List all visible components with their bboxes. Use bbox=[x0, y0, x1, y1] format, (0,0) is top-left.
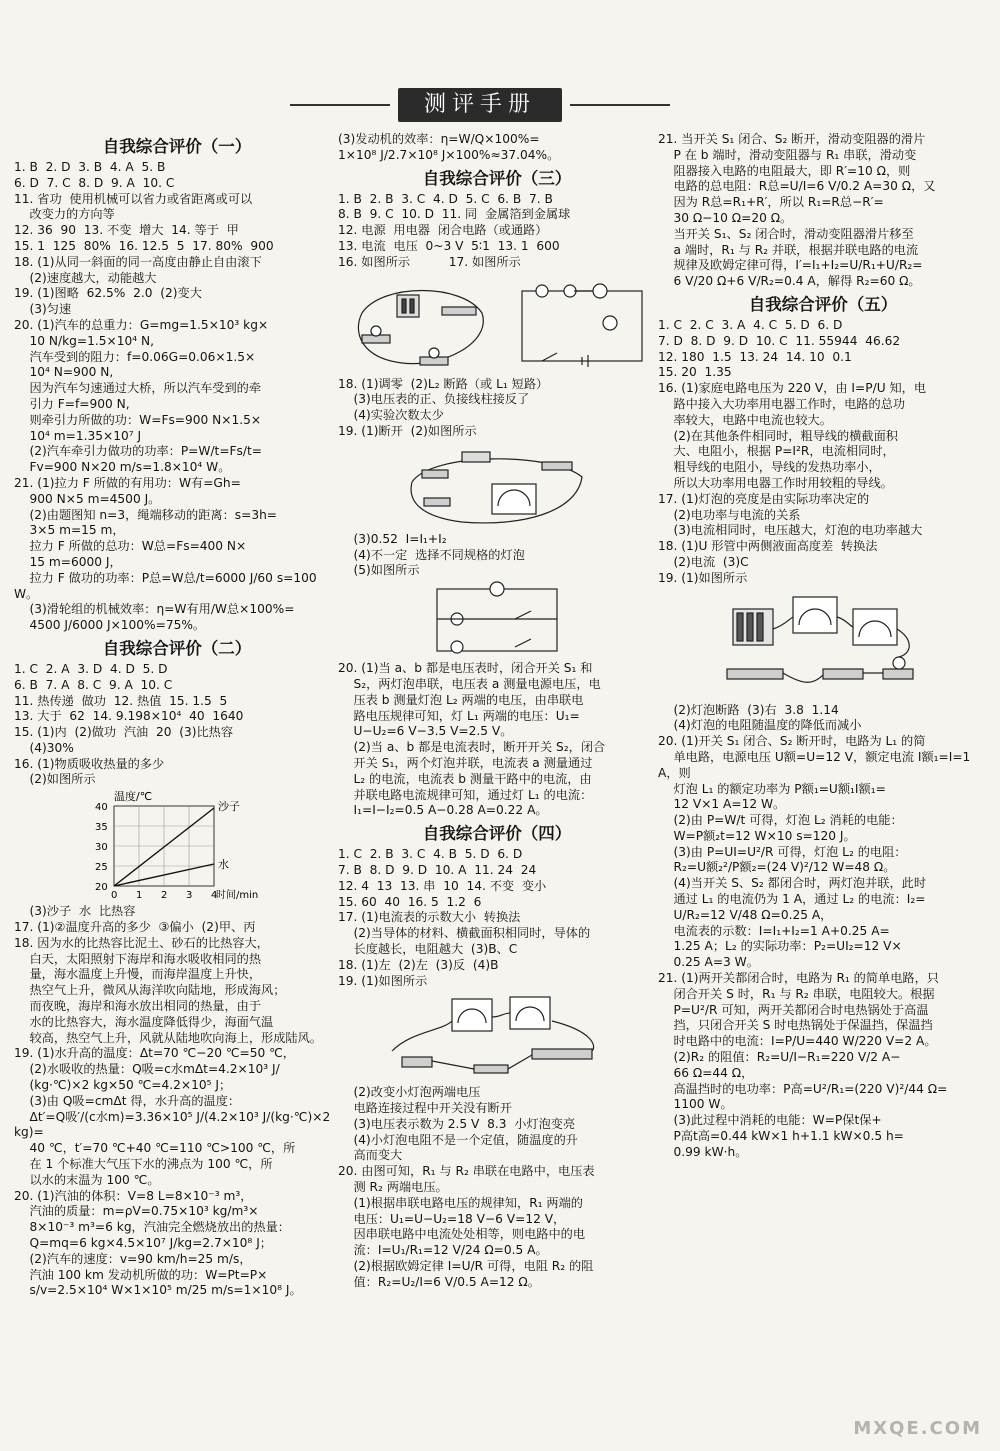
column-3 bbox=[658, 132, 988, 1161]
answer-line: (2)汽车的速度：v=90 km/h=25 m/s， bbox=[14, 1251, 252, 1266]
answer-block bbox=[338, 847, 656, 989]
answer-line: 10⁴ N=900 N, bbox=[14, 365, 114, 380]
answer-line: 12. 36 90 13. 不变 增大 14. 等于 甲 bbox=[14, 223, 239, 238]
answer-line: 流：I=U₁/R₁=12 V/24 Ω=0.5 A。 bbox=[338, 1243, 548, 1258]
answer-line: 19. (1)断开 (2)如图所示 bbox=[338, 423, 477, 438]
answer-line: 1. B 2. B 3. C 4. D 5. C 6. B 7. B bbox=[338, 191, 553, 206]
answer-line: 16. 如图所示 17. 如图所示 bbox=[338, 254, 521, 269]
answer-line: (4)灯泡的电阻随温度的降低而减小 bbox=[658, 718, 862, 733]
answer-line: 1. C 2. B 3. C 4. B 5. D 6. D bbox=[338, 847, 523, 862]
answer-line: (3)沙子 水 比热容 bbox=[14, 904, 136, 919]
banner-rule-right bbox=[570, 104, 670, 106]
answer-line: 18. (1)从同一斜面的同一高度由静止自由滚下 bbox=[14, 254, 262, 269]
answer-line: (4)不一定 选择不同规格的灯泡 bbox=[338, 547, 525, 562]
answer-line: 闭合开关 S 时，R₁ 与 R₂ 串联，电阻较大。根据 bbox=[658, 986, 935, 1001]
answer-line: 17. (1)电流表的示数大小 转换法 bbox=[338, 910, 521, 925]
answer-line: (2)在其他条件相同时，粗导线的横截面积 bbox=[658, 428, 898, 443]
answer-line: 0.25 A=3 W。 bbox=[658, 955, 759, 970]
answer-line: 6. D 7. C 8. D 9. A 10. C bbox=[14, 175, 175, 190]
answer-line: a 端时，R₁ 与 R₂ 并联，根据并联电路的电流 bbox=[658, 242, 919, 257]
answer-line: P高t高=0.44 kW×1 h+1.1 kW×0.5 h= bbox=[658, 1129, 904, 1144]
answer-line: 6. B 7. A 8. C 9. A 10. C bbox=[14, 677, 173, 692]
answer-line: 路中接入大功率用电器工作时，电路的总功 bbox=[658, 396, 906, 411]
answer-line: s/v=2.5×10⁴ W×1×10⁵ m/25 m/s=1×10⁸ J。 bbox=[14, 1283, 302, 1298]
answer-line: 12. 电源 用电器 闭合电路（或通路） bbox=[338, 223, 548, 238]
answer-line: (2)电功率与电流的关系 bbox=[658, 507, 801, 522]
xtick: 2 bbox=[161, 890, 168, 902]
section-title: 自我综合评价（一） bbox=[102, 137, 252, 156]
answer-line: 16. (1)物质吸收热量的多少 bbox=[14, 756, 165, 771]
answer-line: 8. B 9. C 10. D 11. 同 金属箔到金属球 bbox=[338, 207, 571, 222]
answer-line: 18. (1)调零 (2)L₂ 断路（或 L₁ 短路） bbox=[338, 376, 549, 391]
answer-line: 20. (1)开关 S₁ 闭合、S₂ 断开时，电路为 L₁ 的简 bbox=[658, 734, 926, 749]
answer-line: (3)电流相同时，电压越大，灯泡的电功率越大 bbox=[658, 523, 923, 538]
answer-line: 15. (1)内 (2)做功 汽油 20 (3)比热容 bbox=[14, 725, 234, 740]
answer-line: (2)水吸收的热量：Q吸=c水mΔt=4.2×10³ J/ bbox=[14, 1062, 280, 1077]
answer-line: 灯泡 L₁ 的额定功率为 P额₁=U额₁I额₁= bbox=[658, 781, 886, 796]
answer-line: (4)30% bbox=[14, 740, 74, 755]
answer-block bbox=[658, 132, 988, 290]
answer-line: 19. (1)如图所示 bbox=[338, 973, 428, 988]
answer-line: (3)电压表的正、负接线柱接反了 bbox=[338, 392, 530, 407]
answer-line: 13. 电流 电压 0~3 V 5∶1 13. 1 600 bbox=[338, 238, 560, 253]
answer-block bbox=[338, 1085, 656, 1290]
answer-line: 路电压规律可知，灯 L₁ 两端的电压：U₁= bbox=[338, 708, 580, 723]
answer-line: 20. (1)汽车的总重力：G=mg=1.5×10³ kg× bbox=[14, 317, 269, 332]
answer-line: 高而变大 bbox=[338, 1148, 403, 1163]
answer-line: (kg·℃)×2 kg×50 ℃=4.2×10⁵ J； bbox=[14, 1078, 232, 1093]
answer-line: 引力 F=f=900 N, bbox=[14, 396, 130, 411]
answer-line: 因为汽车匀速通过大桥，所以汽车受到的牵 bbox=[14, 381, 262, 396]
answer-line: 40 ℃，t′=70 ℃+40 ℃=110 ℃>100 ℃，所 bbox=[14, 1141, 296, 1156]
answer-block bbox=[338, 377, 656, 440]
answer-line: (3)电压表示数为 2.5 V 8.3 小灯泡变亮 bbox=[338, 1116, 576, 1131]
answer-line: 21. (1)两开关都闭合时，电路为 R₁ 的简单电路，只 bbox=[658, 971, 939, 986]
answer-block bbox=[338, 661, 656, 819]
answer-line: 15. 20 1.35 bbox=[658, 365, 732, 380]
xtick: 3 bbox=[186, 890, 193, 902]
answer-line: 改变力的方向等 bbox=[14, 207, 115, 222]
answer-block bbox=[658, 703, 988, 1161]
chart-xlabel: 时间/min bbox=[216, 890, 259, 902]
answer-line: (1)根据串联电路电压的规律知，R₁ 两端的 bbox=[338, 1195, 583, 1210]
answer-line: Δt′=Q吸′/(c水m)=3.36×10⁵ J/(4.2×10³ J/(kg·℃)×2 kg)= bbox=[14, 1109, 335, 1140]
answer-line: 1. C 2. A 3. D 4. D 5. D bbox=[14, 661, 168, 676]
ytick: 35 bbox=[95, 822, 108, 834]
circuit-physical-19 bbox=[402, 442, 592, 530]
section-title: 自我综合评价（五） bbox=[748, 294, 898, 314]
circuit-physical-16 bbox=[358, 290, 483, 365]
answer-line: (5)如图所示 bbox=[338, 563, 420, 578]
answer-line: 阻器接入电路的电阻最大，即 R′=10 Ω，则 bbox=[658, 163, 911, 178]
temperature-time-chart bbox=[92, 790, 262, 902]
answer-block bbox=[338, 532, 656, 579]
answer-line: 电路的总电阻：R总=U/I=6 V/0.2 A=30 Ω，又 bbox=[658, 179, 936, 194]
answer-line: 11. 热传递 做功 12. 热值 15. 1.5 5 bbox=[14, 693, 228, 708]
answer-line: 电压：U₁=U−U₂=18 V−6 V=12 V， bbox=[338, 1211, 566, 1226]
answer-line: 4500 J/6000 J×100%=75%。 bbox=[14, 618, 206, 633]
answer-line: 热空气上升，微风从海洋吹向陆地，形成海风； bbox=[14, 983, 286, 998]
xtick: 4 bbox=[211, 890, 218, 902]
circuit-physical-5-19 bbox=[713, 589, 933, 701]
answer-line: (2)由 P=W/t 可得，灯泡 L₂ 消耗的电能： bbox=[658, 813, 903, 828]
section-title: 自我综合评价（三） bbox=[422, 168, 572, 188]
circuit-schematic-19-5 bbox=[427, 581, 567, 659]
answer-line: 1. B 2. D 3. B 4. A 5. B bbox=[14, 160, 166, 174]
answer-line: 30 Ω−10 Ω=20 Ω。 bbox=[658, 210, 793, 225]
answer-line: 拉力 F 做功的功率：P总=W总/t=6000 J/60 s=100 W。 bbox=[14, 570, 321, 601]
answer-line: 15. 1 125 80% 16. 12.5 5 17. 80% 900 bbox=[14, 238, 274, 253]
answer-line: 10 N/kg=1.5×10⁴ N, bbox=[14, 333, 154, 348]
answer-line: 率较大，电路中电流也较大。 bbox=[658, 412, 832, 427]
answer-line: (2)根据欧姆定律 I=U/R 可得，电阻 R₂ 的阻 bbox=[338, 1259, 594, 1274]
answer-line: 20. (1)汽油的体积：V=8 L=8×10⁻³ m³， bbox=[14, 1188, 253, 1203]
section-title: 自我综合评价（四） bbox=[422, 824, 572, 844]
answer-line: (2)汽车牵引力做功的功率：P=W/t=Fs/t= bbox=[14, 444, 262, 459]
answer-line: 压表 b 测量灯泡 L₂ 两端的电压，由串联电 bbox=[338, 692, 584, 707]
answer-line: 长度越长，电阻越大 (3)B、C bbox=[338, 941, 518, 956]
answer-line: (2)改变小灯泡两端电压 bbox=[338, 1085, 481, 1100]
answer-line: 开关 S₁，两个灯泡并联，电流表 a 测量通过 bbox=[338, 755, 593, 770]
answer-block bbox=[14, 662, 340, 788]
answer-line: (2)电流 (3)C bbox=[658, 554, 749, 569]
answer-line: 19. (1)图略 62.5% 2.0 (2)变大 bbox=[14, 286, 202, 301]
answer-line: 汽油的质量：m=ρV=0.75×10³ kg/m³× bbox=[14, 1204, 259, 1219]
answer-line: 11. 省功 使用机械可以省力或省距离或可以 bbox=[14, 191, 253, 206]
answer-line: 水的比热容大，海水温度降低得少，海面气温 bbox=[14, 1014, 274, 1029]
answer-line: (2)R₂ 的阻值：R₂=U/I−R₁=220 V/2 A− bbox=[658, 1050, 901, 1065]
answer-block bbox=[14, 904, 340, 1299]
answer-line: 18. (1)U 形管中两侧液面高度差 转换法 bbox=[658, 539, 878, 554]
circuit-physical-4-19 bbox=[382, 991, 612, 1083]
answer-line: 12. 180 1.5 13. 24 14. 10 0.1 bbox=[658, 349, 852, 364]
answer-block bbox=[14, 160, 340, 634]
answer-line: 值：R₂=U₂/I=6 V/0.5 A=12 Ω。 bbox=[338, 1274, 540, 1289]
answer-line: (2)如图所示 bbox=[14, 772, 96, 787]
answer-line: (3)匀速 bbox=[14, 302, 72, 317]
answer-line: (3)此过程中消耗的电能：W=P保t保+ bbox=[658, 1113, 882, 1128]
answer-line: 时电路中的电流：I=P/U=440 W/220 V=2 A。 bbox=[658, 1034, 937, 1049]
answer-line: (2)当导体的材料、横截面积相同时，导体的 bbox=[338, 926, 591, 941]
answer-block bbox=[338, 132, 656, 164]
answer-line: 12 V×1 A=12 W。 bbox=[658, 797, 786, 812]
ytick: 25 bbox=[95, 862, 108, 874]
answer-line: 3×5 m=15 m， bbox=[14, 523, 125, 538]
answer-line: 1×10⁸ J/2.7×10⁸ J×100%≈37.04%。 bbox=[338, 147, 560, 162]
answer-line: 在 1 个标准大气压下水的沸点为 100 ℃，所 bbox=[14, 1157, 273, 1172]
ytick: 30 bbox=[95, 842, 108, 854]
answer-line: (4)小灯泡电阻不是一个定值，随温度的升 bbox=[338, 1132, 578, 1147]
answer-line: 1100 W。 bbox=[658, 1097, 733, 1112]
answer-line: P=U²/R 可知，两开关都闭合时电热锅处于高温 bbox=[658, 1002, 929, 1017]
answer-line: Q=mq=6 kg×4.5×10⁷ J/kg=2.7×10⁸ J； bbox=[14, 1236, 272, 1251]
answer-line: I₁=I−I₂=0.5 A−0.28 A=0.22 A。 bbox=[338, 803, 548, 818]
answer-line: Fv=900 N×20 m/s=1.8×10⁴ W。 bbox=[14, 460, 231, 475]
answer-line: 通过 L₁ 的电流仍为 1 A，通过 L₂ 的电流：I₂= bbox=[658, 892, 926, 907]
answer-line: 因串联电路中电流处处相等，则电路中的电 bbox=[338, 1227, 586, 1242]
answer-line: 10⁴ m=1.35×10⁷ J bbox=[14, 428, 142, 443]
answer-line: 白天，太阳照射下海岸和海水吸收相同的热 bbox=[14, 951, 262, 966]
chart-yticks bbox=[95, 802, 108, 893]
xtick: 1 bbox=[136, 890, 143, 902]
answer-line: (2)灯泡断路 (3)右 3.8 1.14 bbox=[658, 702, 839, 717]
answer-line: 1. C 2. C 3. A 4. C 5. D 6. D bbox=[658, 317, 843, 332]
answer-line: 900 N×5 m=4500 J。 bbox=[14, 491, 161, 506]
answer-line: 汽车受到的阻力：f=0.06G=0.06×1.5× bbox=[14, 349, 256, 364]
answer-line: 13. 大于 62 14. 9.198×10⁴ 40 1640 bbox=[14, 709, 244, 724]
answer-line: S₂，两灯泡串联，电压表 a 测量电源电压，电 bbox=[338, 676, 601, 691]
answer-line: 20. (1)当 a、b 都是电压表时，闭合开关 S₁ 和 bbox=[338, 661, 593, 676]
answer-line: 16. (1)家庭电路电压为 220 V，由 I=P/U 知，电 bbox=[658, 381, 927, 396]
answer-line: 17. (1)②温度升高的多少 ③偏小 (2)甲、丙 bbox=[14, 920, 256, 935]
answer-line: (3)0.52 I=I₁+I₂ bbox=[338, 531, 447, 546]
answer-line: 18. (1)左 (2)左 (3)反 (4)B bbox=[338, 957, 499, 972]
xtick: 0 bbox=[111, 890, 118, 902]
series-water-label: 水 bbox=[218, 858, 229, 872]
answer-line: 汽油 100 km 发动机所做的功：W=Pt=P× bbox=[14, 1267, 268, 1282]
answer-line: 电流表的示数：I=I₁+I₂=1 A+0.25 A= bbox=[658, 923, 890, 938]
answer-line: 单电路，电源电压 U额=U=12 V，额定电流 I额₁=I=1 A，则 bbox=[658, 749, 975, 780]
answer-line: W=P额₂t=12 W×10 s=120 J。 bbox=[658, 828, 856, 843]
answer-line: (2)当 a、b 都是电流表时，断开开关 S₂，闭合 bbox=[338, 740, 606, 755]
answer-line: 高温挡时的电功率：P高=U²/R₁=(220 V)²/44 Ω= bbox=[658, 1081, 948, 1096]
answer-line: U/R₂=12 V/48 Ω=0.25 A， bbox=[658, 907, 833, 922]
answer-line: 较高，热空气上升，风就从陆地吹向海上，形成陆风。 bbox=[14, 1030, 322, 1045]
answer-line: R₂=U额₂²/P额₂=(24 V)²/12 W=48 Ω。 bbox=[658, 860, 896, 875]
answer-line: (3)由 P=UI=U²/R 可得，灯泡 L₂ 的电阻： bbox=[658, 844, 907, 859]
answer-line: 15. 60 40 16. 5 1.2 6 bbox=[338, 894, 482, 909]
section-title: 自我综合评价（二） bbox=[102, 638, 252, 658]
column-1 bbox=[14, 132, 340, 1299]
answer-line: 测 R₂ 两端电压。 bbox=[338, 1180, 448, 1195]
answer-line: 7. D 8. D 9. D 10. C 11. 55944 46.62 bbox=[658, 333, 901, 348]
answer-line: 15 m=6000 J， bbox=[14, 554, 122, 569]
answer-line: 12. 4 13 13. 串 10 14. 不变 变小 bbox=[338, 878, 547, 893]
answer-line: 当开关 S₁、S₂ 闭合时，滑动变阻器滑片移至 bbox=[658, 226, 914, 241]
ytick: 20 bbox=[95, 882, 108, 894]
answer-line: 18. 因为水的比热容比泥土、砂石的比热容大， bbox=[14, 935, 269, 950]
answer-block bbox=[338, 192, 656, 271]
answer-line: 则牵引力所做的功：W=Fs=900 N×1.5× bbox=[14, 412, 262, 427]
answer-line: 21. 当开关 S₁ 闭合、S₂ 断开，滑动变阻器的滑片 bbox=[658, 132, 926, 146]
answer-line: (3)由 Q吸=cmΔt 得，水升高的温度： bbox=[14, 1093, 241, 1108]
answer-line: 8×10⁻³ m³=6 kg，汽油完全燃烧放出的热量： bbox=[14, 1220, 290, 1235]
answer-line: 1.25 A；L₂ 的实际功率：P₂=UI₂=12 V× bbox=[658, 939, 902, 954]
column-2 bbox=[338, 132, 656, 1291]
answer-line: 因为 R总=R₁+R′，所以 R₁=R总−R′= bbox=[658, 195, 884, 210]
chart-xticks bbox=[111, 890, 217, 901]
answer-line: 规律及欧姆定律可得，I′=I₁+I₂=U/R₁+U/R₂= bbox=[658, 258, 923, 273]
answer-line: (3)发动机的效率：η=W/Q×100%= bbox=[338, 132, 540, 146]
answer-line: (2)速度越大，动能越大 bbox=[14, 270, 157, 285]
banner-rule-left bbox=[290, 104, 390, 106]
answer-line: (3)滑轮组的机械效率：η=W有用/W总×100%= bbox=[14, 602, 295, 617]
answer-line: 所以大功率用电器工作时用较粗的导线。 bbox=[658, 475, 893, 490]
answer-line: 0.99 kW·h。 bbox=[658, 1144, 748, 1159]
answer-line: 7. B 8. D 9. D 10. A 11. 24 24 bbox=[338, 862, 537, 877]
ytick: 40 bbox=[95, 802, 108, 814]
answer-line: U−U₂=6 V−3.5 V=2.5 V。 bbox=[338, 724, 513, 739]
answer-line: (4)实验次数太少 bbox=[338, 408, 444, 423]
series-sand-label: 沙子 bbox=[218, 800, 240, 814]
answer-line: 量，海水温度上升慢，而海岸温度上升快， bbox=[14, 967, 262, 982]
circuit-diagrams-16-17 bbox=[342, 273, 652, 375]
answer-line: 19. (1)如图所示 bbox=[658, 570, 748, 585]
answer-line: 大、电阻小，根据 P=I²R，电流相同时， bbox=[658, 444, 895, 459]
answer-line: L₂ 的电流，电流表 b 测量干路中的电流，由 bbox=[338, 771, 592, 786]
banner-title: 测评手册 bbox=[398, 88, 562, 122]
answer-line: 19. (1)水升高的温度：Δt=70 ℃−20 ℃=50 ℃， bbox=[14, 1046, 295, 1061]
answer-line: (2)由题图知 n=3，绳端移动的距离：s=3h= bbox=[14, 507, 278, 522]
answer-line: 17. (1)灯泡的亮度是由实际功率决定的 bbox=[658, 491, 870, 506]
answer-line: (4)当开关 S、S₂ 都闭合时，两灯泡并联，此时 bbox=[658, 876, 927, 891]
circuit-schematic-17 bbox=[522, 284, 642, 367]
page-banner bbox=[290, 88, 670, 124]
answer-line: 电路连接过程中开关没有断开 bbox=[338, 1101, 512, 1116]
answer-line: 6 V/20 Ω+6 V/R₂=0.4 A，解得 R₂=60 Ω。 bbox=[658, 274, 921, 289]
answer-line: 并联电路电流规律可知，通过灯 L₁ 的电流： bbox=[338, 787, 593, 802]
watermark-text: MXQE.COM bbox=[853, 1418, 982, 1439]
answer-line: 21. (1)拉力 F 所做的有用功：W有=Gh= bbox=[14, 475, 241, 490]
answer-block bbox=[658, 318, 988, 587]
answer-line: 挡，只闭合开关 S 时电热锅处于保温挡，保温挡 bbox=[658, 1018, 933, 1033]
answer-line: 拉力 F 所做的总功：W总=Fs=400 N× bbox=[14, 539, 247, 554]
answer-line: 以水的末温为 100 ℃。 bbox=[14, 1172, 160, 1187]
answer-line: 粗导线的电阻小，导线的发热功率小， bbox=[658, 460, 881, 475]
answer-line: P 在 b 端时，滑动变阻器与 R₁ 串联，滑动变 bbox=[658, 147, 917, 162]
chart-ylabel: 温度/℃ bbox=[114, 790, 153, 804]
answer-line: 66 Ω=44 Ω， bbox=[658, 1065, 754, 1080]
answer-line: 20. 由图可知，R₁ 与 R₂ 串联在电路中，电压表 bbox=[338, 1164, 595, 1179]
answer-line: 而夜晚，海岸和海水放出相同的热量，由于 bbox=[14, 999, 262, 1014]
